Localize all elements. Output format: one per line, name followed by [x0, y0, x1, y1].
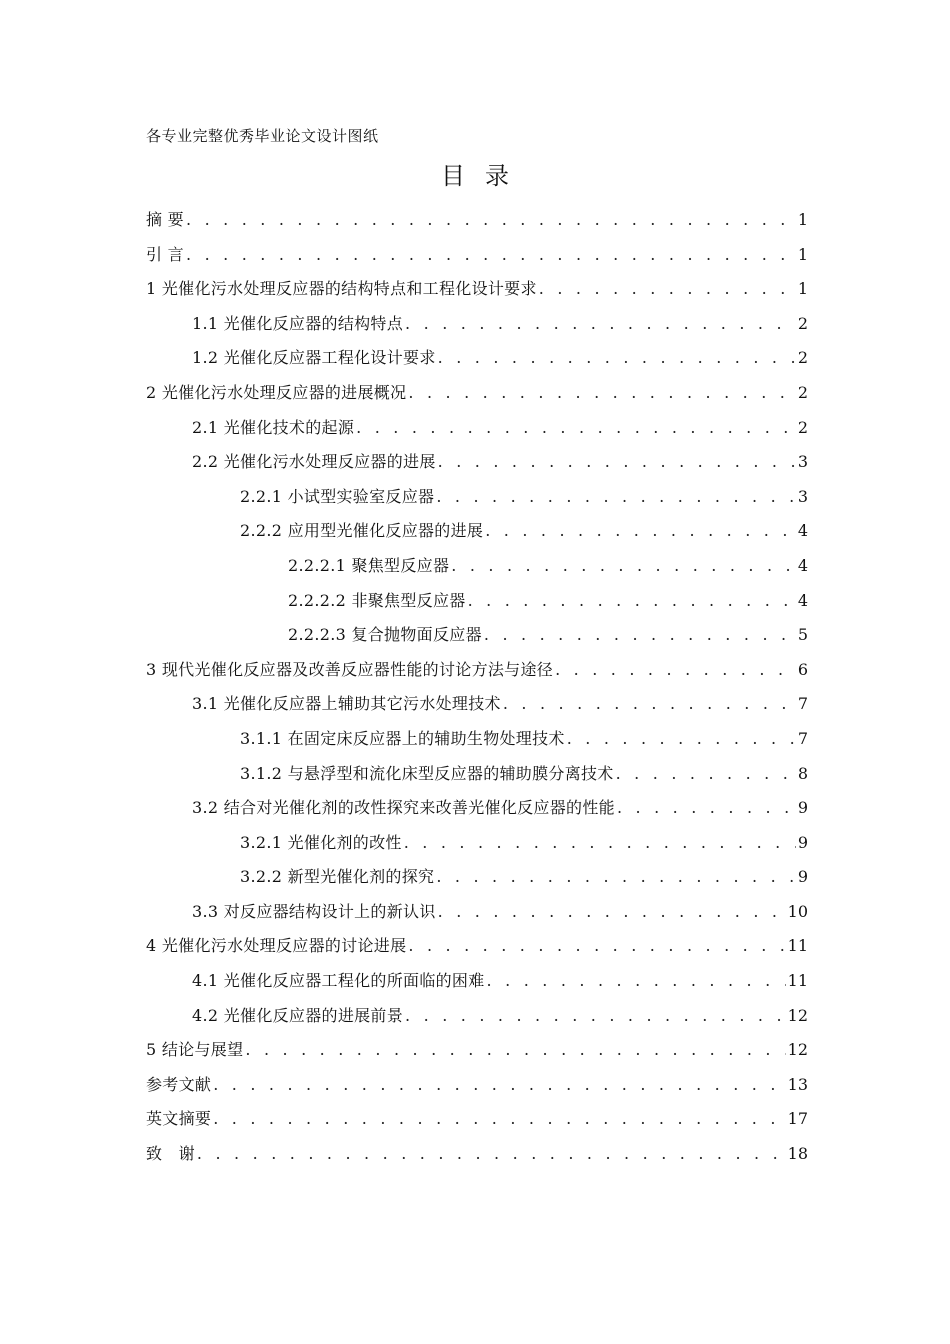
- toc-entry-page-number: 4: [797, 590, 808, 610]
- toc-entry-label: 4.1 光催化反应器工程化的所面临的困难: [192, 971, 485, 991]
- toc-entry-label: 3.3 对反应器结构设计上的新认识: [192, 901, 436, 921]
- toc-entry[interactable]: [146, 764, 808, 799]
- toc-entry[interactable]: [146, 660, 808, 695]
- toc-entry[interactable]: [146, 1040, 808, 1075]
- toc-leader-dots: [408, 936, 785, 956]
- toc-entry[interactable]: [146, 348, 808, 383]
- toc-entry-page-number: 12: [787, 1040, 808, 1060]
- toc-entry-page-number: 3: [797, 486, 808, 506]
- toc-entry-page-number: 9: [797, 832, 808, 852]
- toc-entry-label: 英文摘要: [146, 1109, 212, 1129]
- toc-entry[interactable]: [146, 1144, 808, 1179]
- toc-entry-label: 2.2.2.3 复合抛物面反应器: [288, 625, 482, 645]
- toc-leader-dots: [503, 694, 796, 714]
- toc-entry-label: 3.2.1 光催化剂的改性: [240, 832, 402, 852]
- toc-entry-page-number: 2: [797, 382, 808, 402]
- toc-leader-dots: [617, 798, 796, 818]
- toc-entry-label: 引 言: [146, 244, 184, 264]
- toc-leader-dots: [485, 521, 796, 541]
- toc-entry-page-number: 1: [797, 210, 808, 229]
- page-title: 目录: [441, 162, 529, 190]
- toc-entry-page-number: 11: [787, 936, 808, 956]
- toc-entry-page-number: 9: [797, 798, 808, 818]
- toc-entry[interactable]: [146, 521, 808, 556]
- toc-entry[interactable]: [146, 210, 808, 245]
- toc-entry[interactable]: [146, 833, 808, 868]
- toc-leader-dots: [186, 210, 796, 230]
- toc-leader-dots: [213, 1109, 785, 1129]
- toc-entry-page-number: 2: [797, 313, 808, 333]
- toc-entry-page-number: 17: [787, 1109, 808, 1129]
- toc-entry[interactable]: [146, 936, 808, 971]
- toc-entry-page-number: 12: [787, 1005, 808, 1025]
- toc-leader-dots: [468, 591, 796, 611]
- toc-entry-label: 3.2 结合对光催化剂的改性探究来改善光催化反应器的性能: [192, 798, 615, 818]
- toc-entry-label: 3.1.2 与悬浮型和流化床型反应器的辅助膜分离技术: [240, 763, 614, 783]
- toc-leader-dots: [438, 348, 796, 368]
- toc-entry-page-number: 4: [797, 555, 808, 575]
- toc-leader-dots: [245, 1040, 785, 1060]
- toc-entry-label: 2.2 光催化污水处理反应器的进展: [192, 452, 436, 472]
- toc-leader-dots: [408, 383, 795, 403]
- toc-entry-page-number: 9: [797, 867, 808, 887]
- toc-entry-label: 2.1 光催化技术的起源: [192, 417, 355, 437]
- toc-entry-label: 1.2 光催化反应器工程化设计要求: [192, 348, 436, 368]
- toc-entry-page-number: 1: [797, 244, 808, 264]
- toc-entry[interactable]: [146, 694, 808, 729]
- toc-entry[interactable]: [146, 556, 808, 591]
- toc-entry[interactable]: [146, 314, 808, 349]
- toc-entry[interactable]: [146, 245, 808, 280]
- toc-entry-label: 3.1.1 在固定床反应器上的辅助生物处理技术: [240, 728, 565, 748]
- toc-entry-label: 2 光催化污水处理反应器的进展概况: [146, 382, 407, 402]
- toc-entry[interactable]: [146, 798, 808, 833]
- toc-entry[interactable]: [146, 383, 808, 418]
- toc-entry[interactable]: [146, 867, 808, 902]
- toc-entry-page-number: 18: [787, 1144, 808, 1164]
- toc-entry-label: 4 光催化污水处理反应器的讨论进展: [146, 936, 407, 956]
- toc-entry-label: 1.1 光催化反应器的结构特点: [192, 313, 404, 333]
- toc-entry-page-number: 10: [787, 901, 808, 921]
- toc-entry-label: 摘 要: [146, 210, 184, 229]
- toc-entry[interactable]: [146, 1006, 808, 1041]
- toc-leader-dots: [438, 452, 796, 472]
- toc-entry-label: 2.2.2.2 非聚焦型反应器: [288, 590, 466, 610]
- toc-entry-page-number: 6: [797, 659, 808, 679]
- toc-entry[interactable]: [146, 418, 808, 453]
- toc-entry-page-number: 1: [797, 279, 808, 299]
- toc-entry-label: 2.2.2.1 聚焦型反应器: [288, 555, 450, 575]
- toc-entry-label: 2.2.2 应用型光催化反应器的进展: [240, 521, 484, 541]
- toc-leader-dots: [186, 245, 796, 265]
- toc-entry-page-number: 2: [797, 348, 808, 368]
- toc-leader-dots: [436, 487, 796, 507]
- toc-leader-dots: [555, 660, 796, 680]
- toc-leader-dots: [438, 902, 786, 922]
- toc-entry-page-number: 4: [797, 521, 808, 541]
- toc-entry-label: 4.2 光催化反应器的进展前景: [192, 1005, 404, 1025]
- toc-leader-dots: [487, 971, 786, 991]
- toc-leader-dots: [404, 833, 796, 853]
- toc-entry[interactable]: [146, 971, 808, 1006]
- toc-entry-page-number: 5: [797, 625, 808, 645]
- toc-entry[interactable]: [146, 452, 808, 487]
- toc-entry-label: 3.2.2 新型光催化剂的探究: [240, 867, 435, 887]
- toc-leader-dots: [484, 625, 796, 645]
- toc-entry-label: 2.2.1 小试型实验室反应器: [240, 486, 435, 506]
- toc-entry[interactable]: [146, 279, 808, 314]
- toc-entry[interactable]: [146, 1109, 808, 1144]
- header-note: 各专业完整优秀毕业论文设计图纸: [146, 127, 379, 145]
- toc-entry[interactable]: [146, 591, 808, 626]
- toc-entry-page-number: 8: [797, 763, 808, 783]
- toc-leader-dots: [436, 867, 796, 887]
- toc-entry[interactable]: [146, 625, 808, 660]
- toc-leader-dots: [197, 1144, 786, 1164]
- toc-leader-dots: [451, 556, 796, 576]
- toc-leader-dots: [405, 314, 796, 334]
- toc-leader-dots: [356, 418, 796, 438]
- toc-entry-label: 3 现代光催化反应器及改善反应器性能的讨论方法与途径: [146, 659, 554, 679]
- toc-entry-page-number: 3: [797, 452, 808, 472]
- toc-entry[interactable]: [146, 487, 808, 522]
- toc-leader-dots: [213, 1075, 785, 1095]
- table-of-contents: [146, 210, 808, 1179]
- toc-leader-dots: [616, 764, 796, 784]
- toc-entry-page-number: 2: [797, 417, 808, 437]
- toc-entry[interactable]: [146, 902, 808, 937]
- toc-entry[interactable]: [146, 729, 808, 764]
- toc-entry-page-number: 11: [787, 971, 808, 991]
- toc-entry[interactable]: [146, 1075, 808, 1110]
- toc-entry-page-number: 7: [797, 694, 808, 714]
- toc-leader-dots: [405, 1006, 786, 1026]
- toc-entry-label: 参考文献: [146, 1074, 212, 1094]
- toc-leader-dots: [539, 279, 796, 299]
- toc-entry-page-number: 13: [787, 1074, 808, 1094]
- toc-entry-label: 1 光催化污水处理反应器的结构特点和工程化设计要求: [146, 279, 537, 299]
- toc-entry-label: 3.1 光催化反应器上辅助其它污水处理技术: [192, 694, 501, 714]
- toc-entry-label: 致 谢: [146, 1144, 195, 1164]
- toc-leader-dots: [567, 729, 796, 749]
- toc-entry-label: 5 结论与展望: [146, 1040, 244, 1060]
- toc-entry-page-number: 7: [797, 728, 808, 748]
